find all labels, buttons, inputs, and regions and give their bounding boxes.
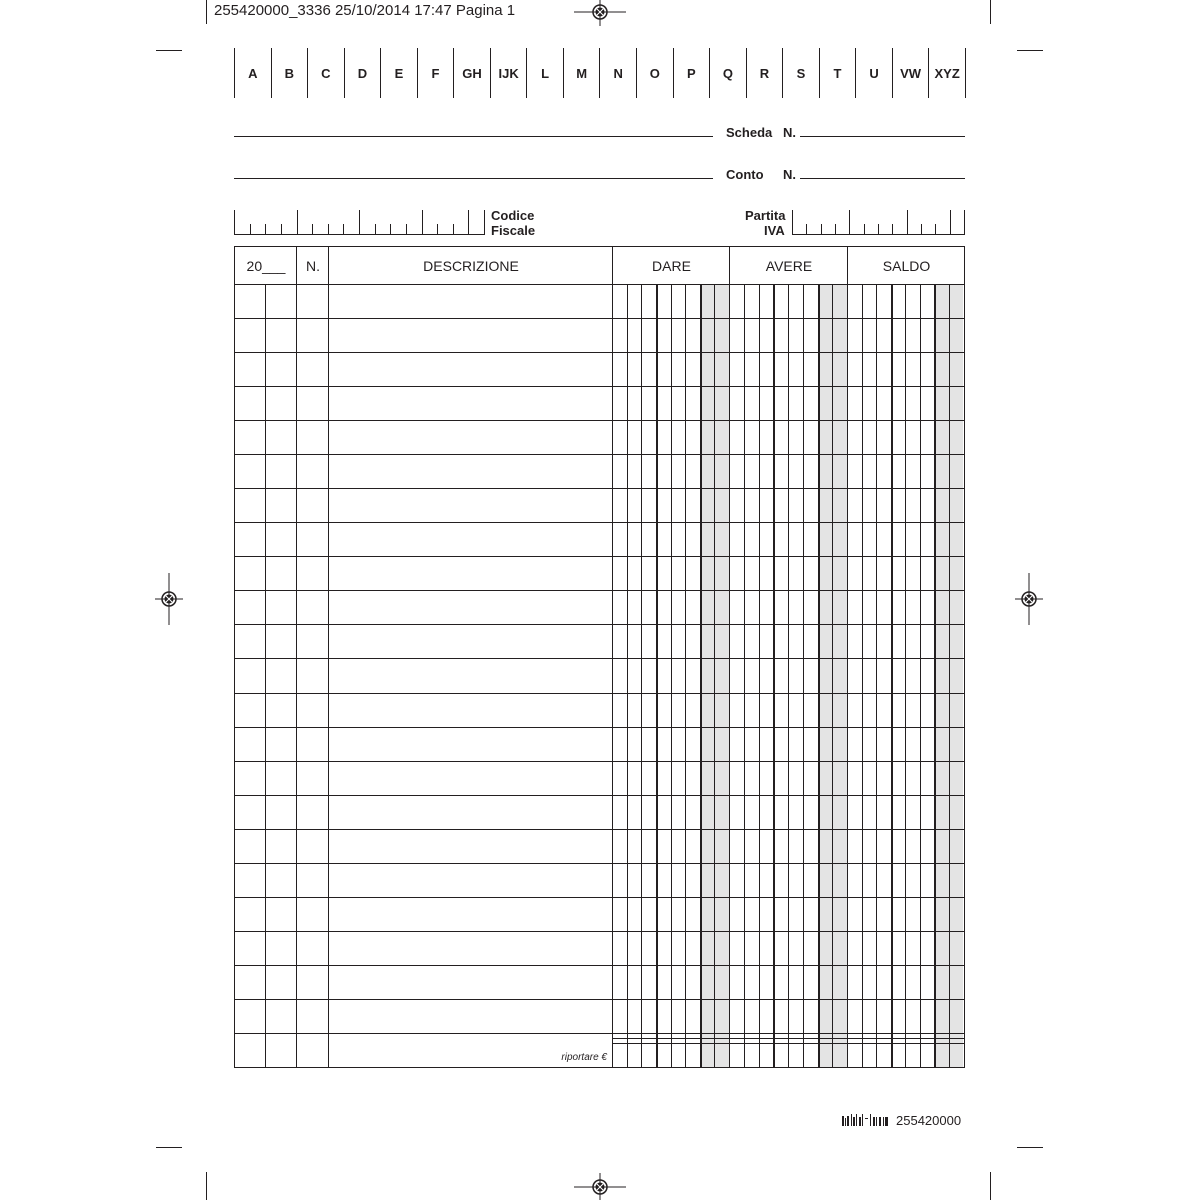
tick-box — [343, 224, 359, 234]
crop-mark-bottom-left — [156, 1147, 182, 1148]
partita-iva-boxes — [792, 210, 965, 235]
alphabet-index — [234, 48, 966, 98]
column-divider — [729, 247, 730, 1067]
digit-divider — [788, 284, 789, 1067]
scheda-label: Scheda — [726, 125, 773, 140]
index-tab-f: F — [418, 48, 455, 98]
tick-box — [312, 224, 328, 234]
tick-box — [806, 224, 820, 234]
header-divider — [235, 284, 964, 285]
conto-name-line — [234, 178, 713, 179]
digit-divider — [949, 284, 950, 1067]
header-dare: DARE — [652, 257, 691, 274]
registration-mark-top-icon — [600, 12, 601, 13]
row-line — [235, 931, 964, 932]
digit-divider — [627, 284, 628, 1067]
product-code: 255420000 — [896, 1113, 962, 1128]
digit-divider — [714, 284, 715, 1067]
index-tab-t: T — [820, 48, 857, 98]
tick-box — [250, 224, 266, 234]
tick-box — [864, 224, 878, 234]
registration-mark-right-icon — [1029, 599, 1030, 600]
header-number: N. — [306, 257, 320, 274]
conto-number-line — [800, 178, 965, 179]
tick-box — [468, 210, 485, 234]
header-avere: AVERE — [765, 257, 813, 274]
row-line — [235, 488, 964, 489]
index-tab-s: S — [783, 48, 820, 98]
row-line — [235, 795, 964, 796]
index-tab-d: D — [345, 48, 382, 98]
thousands-divider — [701, 284, 702, 1067]
tick-box — [234, 210, 250, 234]
codice-fiscale-label-2: Fiscale — [491, 223, 536, 238]
crop-mark-top-right — [1017, 50, 1043, 51]
slug-marker-left — [206, 0, 207, 24]
total-double-line — [612, 1038, 964, 1039]
index-tab-o: O — [637, 48, 674, 98]
crop-mark-top-left — [156, 50, 182, 51]
tick-box — [390, 224, 406, 234]
tick-box — [265, 224, 281, 234]
index-tab-e: E — [381, 48, 418, 98]
index-tab-b: B — [272, 48, 309, 98]
codice-fiscale-label-1: Codice — [491, 208, 535, 223]
date-day-divider — [265, 284, 266, 1067]
registration-mark-bottom-icon — [600, 1187, 601, 1188]
tick-box — [921, 224, 935, 234]
index-tab-r: R — [747, 48, 784, 98]
crop-mark-bottom-right-vert — [990, 1172, 991, 1200]
partita-iva-label-2: IVA — [764, 223, 785, 238]
tick-box — [849, 210, 863, 234]
thousands-divider — [774, 284, 775, 1067]
tick-box — [297, 210, 313, 234]
riportare-note: riportare € — [561, 1052, 607, 1063]
index-tab-c: C — [308, 48, 345, 98]
row-line — [235, 727, 964, 728]
header-saldo: SALDO — [882, 257, 931, 274]
tick-box — [935, 224, 949, 234]
tick-box — [453, 224, 469, 234]
tick-box — [422, 210, 438, 234]
index-tab-ijk: IJK — [491, 48, 528, 98]
index-tab-gh: GH — [454, 48, 491, 98]
header-year: 20___ — [246, 257, 286, 274]
row-line — [235, 454, 964, 455]
digit-divider — [905, 284, 906, 1067]
index-tab-l: L — [527, 48, 564, 98]
index-tab-u: U — [856, 48, 893, 98]
partita-iva-label-1: Partita — [745, 208, 786, 223]
row-line — [235, 658, 964, 659]
row-line — [235, 420, 964, 421]
index-tab-vw: VW — [893, 48, 930, 98]
scheda-number-label: N. — [783, 125, 796, 140]
row-line — [235, 897, 964, 898]
cents-column-shade — [819, 284, 847, 1067]
digit-divider — [832, 284, 833, 1067]
index-tab-q: Q — [710, 48, 747, 98]
thousands-divider — [892, 284, 893, 1067]
row-line — [235, 693, 964, 694]
row-line — [235, 1033, 964, 1034]
digit-divider — [876, 284, 877, 1067]
codice-fiscale-boxes — [234, 210, 485, 235]
tick-box — [328, 224, 344, 234]
tick-box — [359, 210, 375, 234]
thousands-divider — [819, 284, 820, 1067]
conto-number-label: N. — [783, 167, 796, 182]
tick-box — [950, 210, 965, 234]
thousands-divider — [657, 284, 658, 1067]
thousands-divider — [935, 284, 936, 1067]
digit-divider — [803, 284, 804, 1067]
print-slug: 255420000_3336 25/10/2014 17:47 Pagina 1 — [214, 2, 516, 19]
row-line — [235, 556, 964, 557]
conto-label: Conto — [726, 167, 764, 182]
row-line — [235, 522, 964, 523]
header-description: DESCRIZIONE — [423, 257, 519, 274]
tick-box — [375, 224, 391, 234]
row-line — [235, 590, 964, 591]
tick-box — [437, 224, 453, 234]
index-tab-m: M — [564, 48, 601, 98]
row-line — [235, 386, 964, 387]
digit-divider — [920, 284, 921, 1067]
digit-divider — [641, 284, 642, 1067]
scheda-number-line — [800, 136, 965, 137]
row-line — [235, 761, 964, 762]
column-divider — [847, 247, 848, 1067]
row-line — [235, 965, 964, 966]
index-tab-n: N — [600, 48, 637, 98]
tick-box — [281, 224, 297, 234]
brand-logo-icon — [842, 1112, 890, 1128]
ledger-table — [234, 246, 965, 1068]
digit-divider — [744, 284, 745, 1067]
tick-box — [835, 224, 849, 234]
column-divider — [296, 247, 297, 1067]
index-tab-a: A — [235, 48, 272, 98]
digit-divider — [759, 284, 760, 1067]
slug-marker-right — [990, 0, 991, 24]
tick-box — [406, 224, 422, 234]
total-double-line — [612, 1043, 964, 1044]
cents-column-shade — [701, 284, 729, 1067]
row-line — [235, 863, 964, 864]
crop-mark-bottom-left-vert — [206, 1172, 207, 1200]
digit-divider — [671, 284, 672, 1067]
tick-box — [892, 224, 906, 234]
row-line — [235, 318, 964, 319]
row-line — [235, 829, 964, 830]
registration-mark-left-icon — [169, 599, 170, 600]
tick-box — [792, 210, 806, 234]
digit-divider — [685, 284, 686, 1067]
digit-divider — [862, 284, 863, 1067]
row-line — [235, 352, 964, 353]
scheda-name-line — [234, 136, 713, 137]
crop-mark-bottom-right — [1017, 1147, 1043, 1148]
index-tab-xyz: XYZ — [929, 48, 966, 98]
tick-box — [821, 224, 835, 234]
index-tab-p: P — [674, 48, 711, 98]
row-line — [235, 624, 964, 625]
tick-box — [907, 210, 921, 234]
column-divider — [328, 247, 329, 1067]
tick-box — [878, 224, 892, 234]
column-divider — [612, 247, 613, 1067]
row-line — [235, 999, 964, 1000]
